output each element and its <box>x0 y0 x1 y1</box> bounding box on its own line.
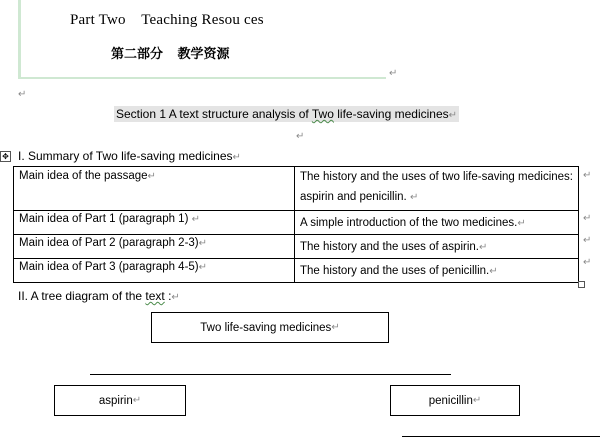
tree-heading-after: : <box>164 289 172 303</box>
tree-left-box[interactable] <box>54 385 186 416</box>
table-move-handle-icon[interactable]: ✥ <box>0 151 11 162</box>
cell-text: The history and the uses of aspirin. <box>300 241 479 253</box>
table-row <box>14 211 579 235</box>
table-row <box>14 259 579 283</box>
cell-text: The history and the uses of two life-saving medicines: aspirin and penicillin. <box>300 171 573 203</box>
header-title: Part Two Teaching Resou ces <box>70 12 264 28</box>
paragraph-mark-icon: ↵ <box>389 68 398 79</box>
paragraph-mark-icon: ↵ <box>479 242 488 253</box>
table-row <box>14 167 579 211</box>
row-end-mark-icon: ↵ <box>583 235 592 246</box>
section-title-flagged-word: Two <box>311 107 334 121</box>
paragraph-mark-icon: ↵ <box>132 395 142 406</box>
header-bottom-border <box>18 77 386 79</box>
table-cell[interactable] <box>14 167 295 211</box>
table-cell[interactable] <box>295 211 579 235</box>
paragraph-mark-icon: ↵ <box>198 238 208 249</box>
tree-right-label: penicillin <box>428 394 473 407</box>
summary-heading-text: I. Summary of Two life-saving medicines <box>18 149 233 163</box>
paragraph-mark-icon: ↵ <box>296 131 305 142</box>
cell-text: Main idea of the passage <box>19 170 148 182</box>
paragraph-mark-icon: ↵ <box>171 292 180 303</box>
tree-heading-flagged-word: text <box>145 289 165 303</box>
table-cell[interactable] <box>295 259 579 283</box>
tree-root-label: Two life-saving medicines <box>200 321 332 334</box>
row-end-mark-icon: ↵ <box>583 213 592 224</box>
summary-table <box>13 166 579 283</box>
cell-text: A simple introduction of the two medicines. <box>300 217 518 229</box>
paragraph-mark-icon: ↵ <box>232 152 241 163</box>
tree-heading <box>18 289 180 303</box>
table-cell[interactable] <box>14 211 295 235</box>
table-cell[interactable] <box>295 235 579 259</box>
tree-heading-before: II. A tree diagram of the <box>18 289 146 303</box>
bottom-line <box>402 436 600 437</box>
tree-right-box[interactable] <box>390 385 520 416</box>
summary-heading <box>18 149 241 163</box>
cell-text: Main idea of Part 2 (paragraph 2-3) <box>19 237 199 249</box>
row-end-mark-icon: ↵ <box>583 170 592 181</box>
section-title-before: Section 1 A text structure analysis of <box>116 107 312 121</box>
tree-connector-line <box>90 374 451 375</box>
paragraph-mark-icon: ↵ <box>147 171 156 182</box>
tree-root-box[interactable] <box>151 312 389 343</box>
header-left-border <box>18 0 21 78</box>
cell-text: Main idea of Part 3 (paragraph 4-5) <box>19 261 199 273</box>
paragraph-mark-icon: ↵ <box>331 322 340 333</box>
paragraph-mark-icon: ↵ <box>18 89 27 100</box>
cell-text: Main idea of Part 1 (paragraph 1) <box>19 213 192 225</box>
row-end-mark-icon: ↵ <box>583 257 592 268</box>
table-cell[interactable] <box>14 235 295 259</box>
table-cell[interactable] <box>14 259 295 283</box>
paragraph-mark-icon: ↵ <box>448 110 458 121</box>
header-subtitle: 第二部分 教学资源 <box>111 46 230 61</box>
table-cell[interactable] <box>295 167 579 211</box>
section-title-after: life-saving medicines <box>333 107 449 121</box>
paragraph-mark-icon: ↵ <box>489 266 498 277</box>
table-row <box>14 235 579 259</box>
cell-text: The history and the uses of penicillin. <box>300 265 490 277</box>
paragraph-mark-icon: ↵ <box>198 262 208 273</box>
paragraph-mark-icon: ↵ <box>472 395 482 406</box>
paragraph-mark-icon: ↵ <box>517 218 526 229</box>
paragraph-mark-icon: ↵ <box>191 214 200 225</box>
section-title <box>114 106 459 122</box>
tree-left-label: aspirin <box>98 394 133 407</box>
paragraph-mark-icon: ↵ <box>409 192 419 203</box>
table-resize-handle[interactable] <box>578 281 585 288</box>
